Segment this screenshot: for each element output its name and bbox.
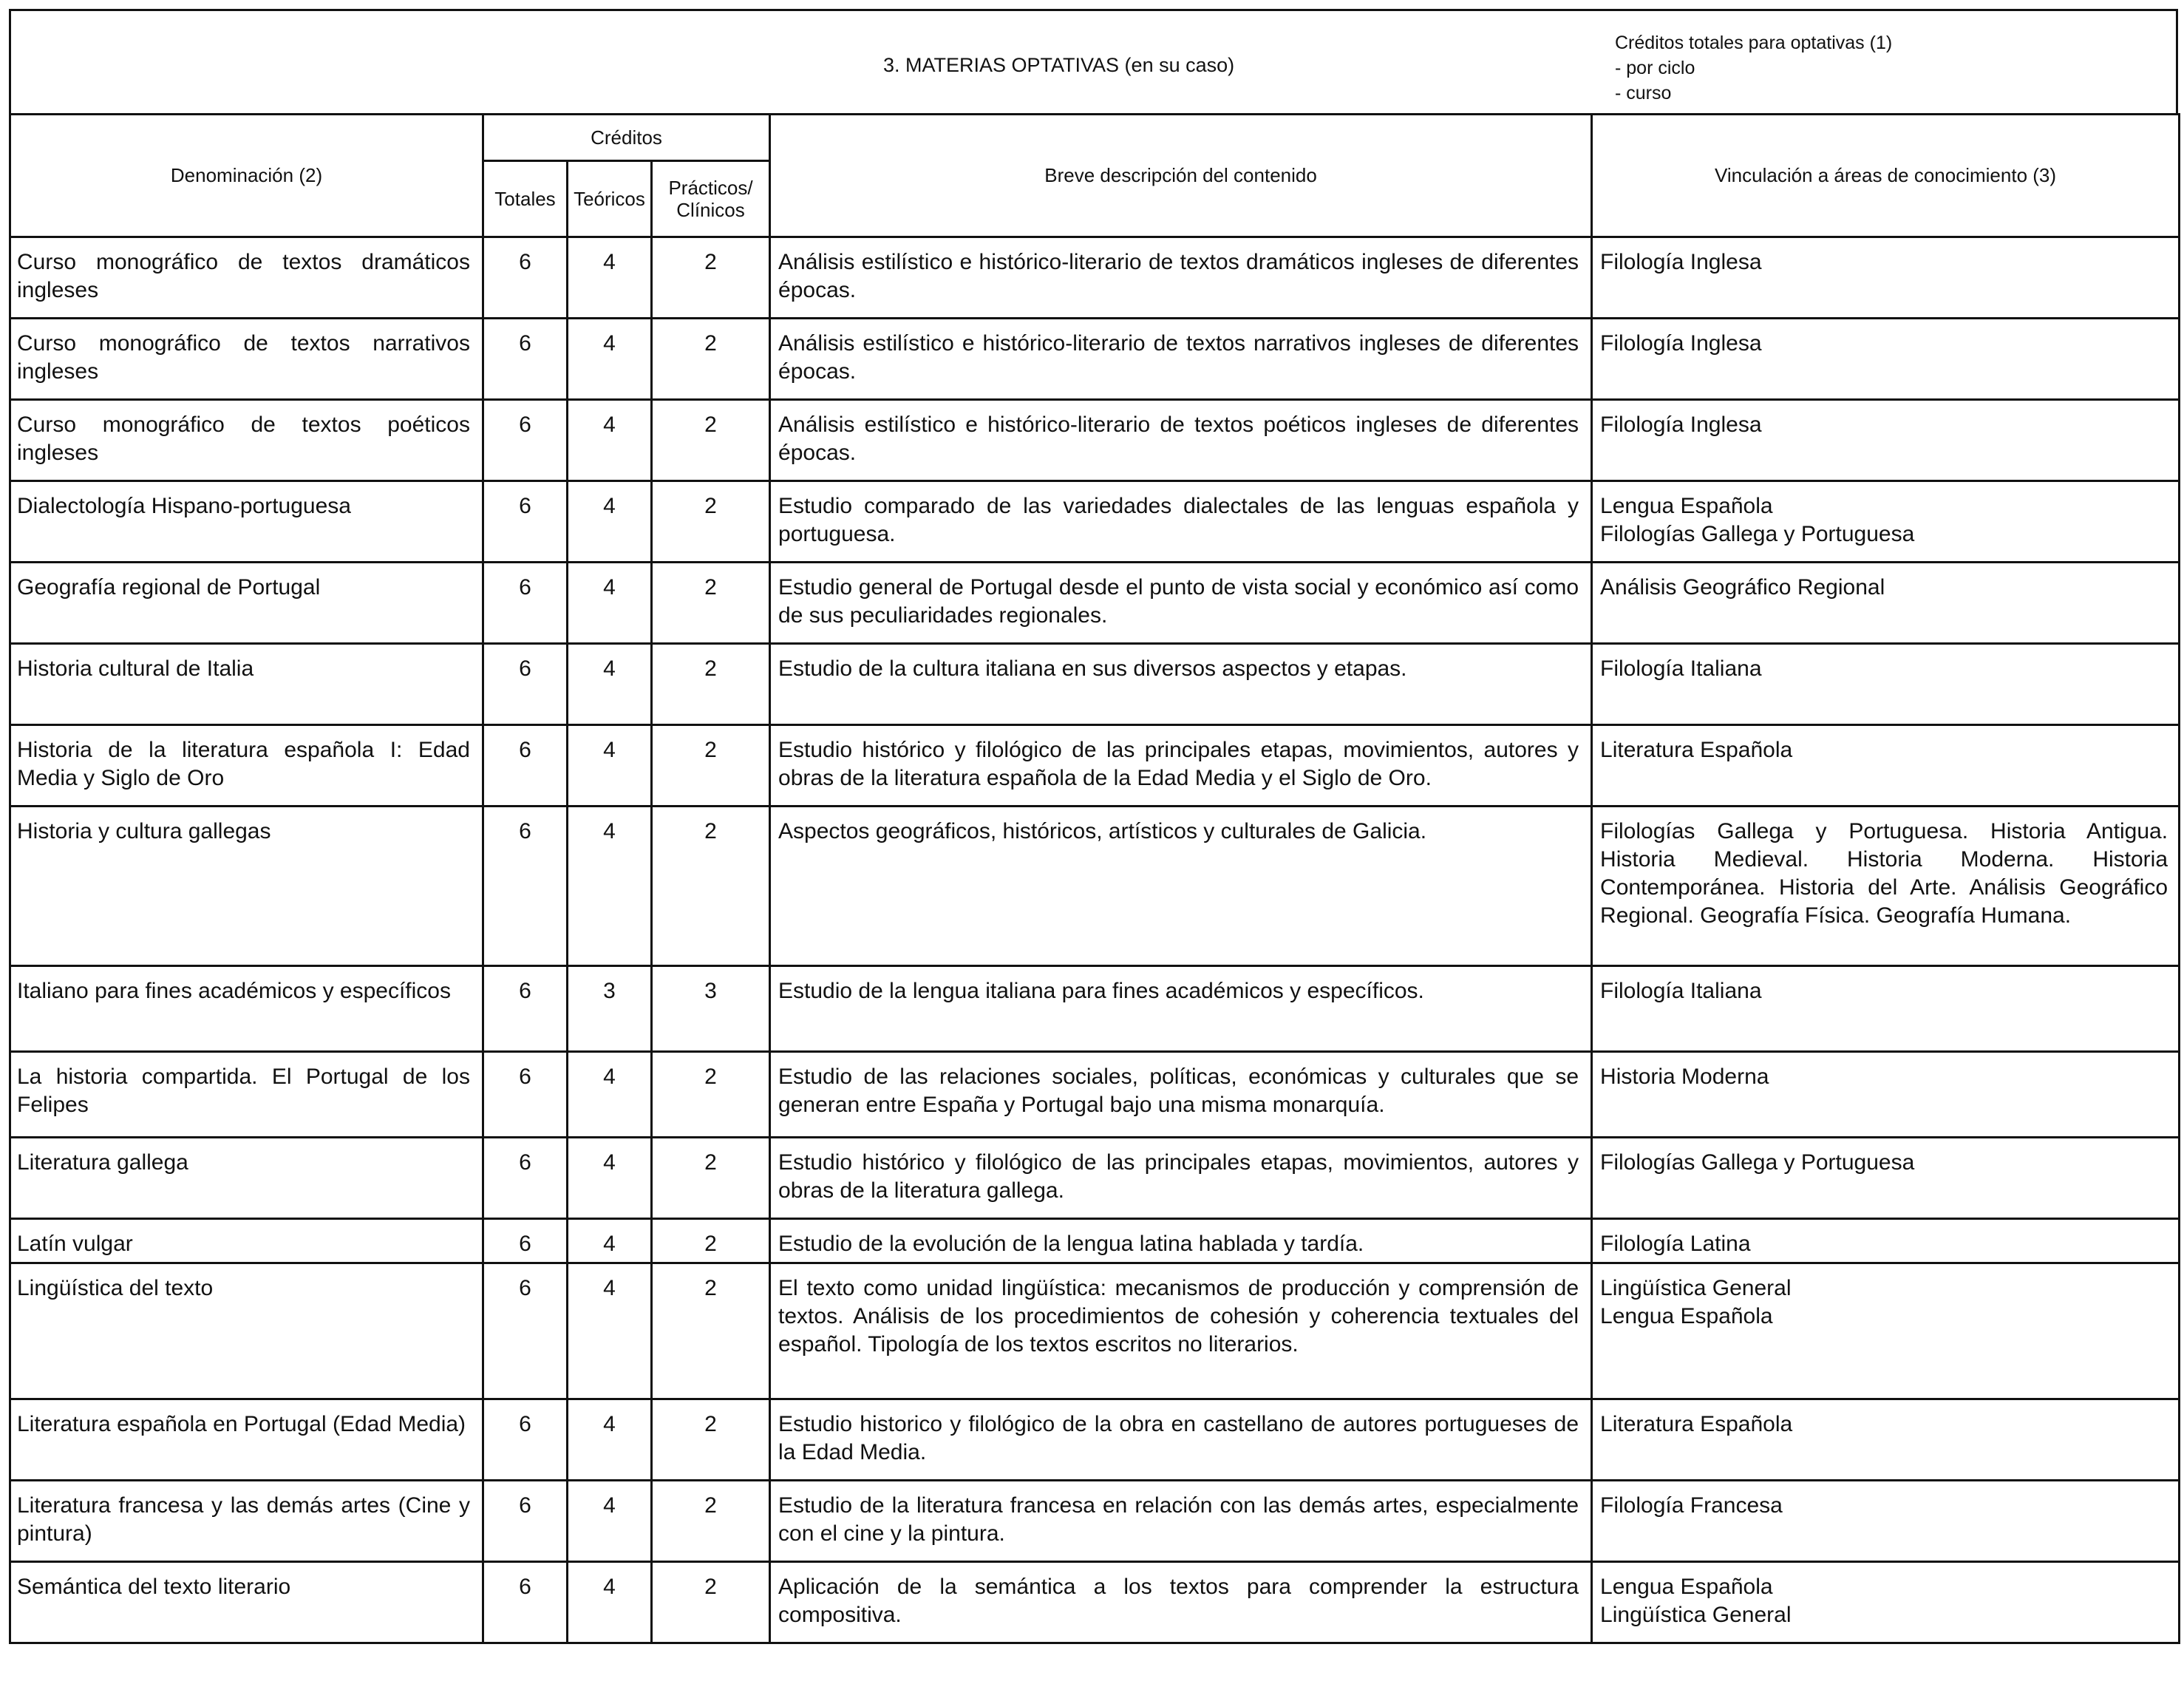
table-row xyxy=(10,1399,2180,1481)
table-row xyxy=(10,966,2180,1052)
table-row xyxy=(10,644,2180,725)
knowledge-area: Lingüística General xyxy=(1600,1603,1792,1627)
credits-totales: 6 xyxy=(483,1399,568,1481)
table-row xyxy=(10,400,2180,481)
credits-totales: 6 xyxy=(483,319,568,400)
knowledge-areas xyxy=(1592,807,2180,966)
subject-description: Análisis estilístico e histórico-literario de textos narrativos ingleses de diferentes épocas. xyxy=(770,319,1592,400)
subject-name: La historia compartida. El Portugal de los Felipes xyxy=(10,1052,483,1138)
knowledge-area: Filologías Gallega y Portuguesa xyxy=(1600,1150,1915,1175)
subject-description: Estudio histórico y filológico de las principales etapas, movimientos, autores y obras de la literatura gallega. xyxy=(770,1138,1592,1219)
section-header xyxy=(9,9,2178,113)
knowledge-area: Filologías Gallega y Portuguesa xyxy=(1600,522,1915,546)
credits-totales: 6 xyxy=(483,481,568,563)
credits-teoricos: 4 xyxy=(568,1263,652,1399)
credits-teoricos: 4 xyxy=(568,1138,652,1219)
knowledge-area: Filología Latina xyxy=(1600,1232,1751,1256)
credits-teoricos: 4 xyxy=(568,1052,652,1138)
subject-description: Estudio de la evolución de la lengua latina hablada y tardía. xyxy=(770,1219,1592,1263)
subject-name: Curso monográfico de textos poéticos ingleses xyxy=(10,400,483,481)
knowledge-area: Lengua Española xyxy=(1600,1575,1773,1599)
credits-practicos: 2 xyxy=(652,319,770,400)
knowledge-area: Filología Inglesa xyxy=(1600,331,1762,356)
knowledge-areas xyxy=(1592,563,2180,644)
credits-totales: 6 xyxy=(483,644,568,725)
credits-info-line: Créditos totales para optativas (1) xyxy=(1615,33,1893,53)
credits-practicos: 2 xyxy=(652,1399,770,1481)
subject-description: Estudio comparado de las variedades dialectales de las lenguas española y portuguesa. xyxy=(770,481,1592,563)
credits-totales: 6 xyxy=(483,1481,568,1562)
knowledge-area: Historia Moderna xyxy=(1600,1065,1769,1089)
credits-teoricos: 4 xyxy=(568,400,652,481)
document-page xyxy=(9,9,2178,1644)
credits-teoricos: 4 xyxy=(568,563,652,644)
credits-totales: 6 xyxy=(483,725,568,807)
knowledge-area: Filología Inglesa xyxy=(1600,412,1762,437)
subject-description: Estudio histórico y filológico de las principales etapas, movimientos, autores y obras de la literatura española de la Edad Media y el Siglo de Oro. xyxy=(770,725,1592,807)
subject-name: Historia cultural de Italia xyxy=(10,644,483,725)
knowledge-area: Lengua Española xyxy=(1600,1304,1773,1328)
subject-description: Aplicación de la semántica a los textos para comprender la estructura compositiva. xyxy=(770,1562,1592,1643)
knowledge-areas xyxy=(1592,725,2180,807)
credits-practicos: 2 xyxy=(652,481,770,563)
col-vinculacion: Vinculación a áreas de conocimiento (3) xyxy=(1592,115,2180,237)
section-title: 3. MATERIAS OPTATIVAS (en su caso) xyxy=(883,54,1235,76)
credits-practicos: 3 xyxy=(652,966,770,1052)
subject-name: Dialectología Hispano-portuguesa xyxy=(10,481,483,563)
subject-description: Estudio de la cultura italiana en sus diversos aspectos y etapas. xyxy=(770,644,1592,725)
knowledge-areas xyxy=(1592,319,2180,400)
knowledge-areas xyxy=(1592,1052,2180,1138)
subject-description: Aspectos geográficos, históricos, artísticos y culturales de Galicia. xyxy=(770,807,1592,966)
knowledge-area: Lingüística General xyxy=(1600,1276,1792,1300)
credits-totales: 6 xyxy=(483,807,568,966)
subject-description: Estudio de la literatura francesa en relación con las demás artes, especialmente con el cine y la pintura. xyxy=(770,1481,1592,1562)
table-row xyxy=(10,1052,2180,1138)
col-creditos: Créditos xyxy=(483,115,770,161)
col-denominacion: Denominación (2) xyxy=(10,115,483,237)
table-row xyxy=(10,1138,2180,1219)
credits-practicos: 2 xyxy=(652,1562,770,1643)
credits-totales: 6 xyxy=(483,237,568,319)
credits-teoricos: 4 xyxy=(568,481,652,563)
table-row xyxy=(10,725,2180,807)
credits-totales: 6 xyxy=(483,563,568,644)
credits-teoricos: 4 xyxy=(568,725,652,807)
subject-name: Literatura gallega xyxy=(10,1138,483,1219)
knowledge-areas xyxy=(1592,1481,2180,1562)
subject-description: Estudio de la lengua italiana para fines académicos y específicos. xyxy=(770,966,1592,1052)
knowledge-areas xyxy=(1592,1219,2180,1263)
table-row xyxy=(10,807,2180,966)
credits-totales: 6 xyxy=(483,1052,568,1138)
subject-name: Lingüística del texto xyxy=(10,1263,483,1399)
subject-name: Latín vulgar xyxy=(10,1219,483,1263)
table-row xyxy=(10,319,2180,400)
credits-practicos: 2 xyxy=(652,807,770,966)
subject-name: Literatura española en Portugal (Edad Media) xyxy=(10,1399,483,1481)
subject-description: Estudio historico y filológico de la obra en castellano de autores portugueses de la Edad Media. xyxy=(770,1399,1592,1481)
subject-name: Italiano para fines académicos y específicos xyxy=(10,966,483,1052)
subject-description: Análisis estilístico e histórico-literario de textos poéticos ingleses de diferentes épocas. xyxy=(770,400,1592,481)
credits-teoricos: 4 xyxy=(568,1219,652,1263)
credits-teoricos: 4 xyxy=(568,1562,652,1643)
credits-totales: 6 xyxy=(483,1263,568,1399)
credits-totales: 6 xyxy=(483,1562,568,1643)
knowledge-area: Literatura Española xyxy=(1600,738,1793,762)
knowledge-area: Lengua Española xyxy=(1600,494,1773,518)
credits-practicos: 2 xyxy=(652,1219,770,1263)
subject-name: Curso monográfico de textos narrativos ingleses xyxy=(10,319,483,400)
credits-teoricos: 4 xyxy=(568,319,652,400)
subject-name: Historia de la literatura española I: Edad Media y Siglo de Oro xyxy=(10,725,483,807)
knowledge-area: Literatura Española xyxy=(1600,1412,1793,1436)
credits-teoricos: 4 xyxy=(568,644,652,725)
optional-subjects-table xyxy=(9,113,2180,1644)
table-row xyxy=(10,481,2180,563)
credits-practicos: 2 xyxy=(652,400,770,481)
knowledge-areas xyxy=(1592,1399,2180,1481)
knowledge-areas xyxy=(1592,237,2180,319)
credits-teoricos: 4 xyxy=(568,1399,652,1481)
table-row xyxy=(10,1263,2180,1399)
knowledge-areas xyxy=(1592,966,2180,1052)
knowledge-area: Filología Francesa xyxy=(1600,1493,1783,1518)
subject-description: Estudio general de Portugal desde el punto de vista social y económico así como de sus peculiaridades regionales. xyxy=(770,563,1592,644)
knowledge-area: Análisis Geográfico Regional xyxy=(1600,575,1885,600)
table-row xyxy=(10,1562,2180,1643)
knowledge-areas xyxy=(1592,644,2180,725)
credits-info-line: - curso xyxy=(1615,83,1672,103)
credits-totales: 6 xyxy=(483,966,568,1052)
subject-name: Literatura francesa y las demás artes (Cine y pintura) xyxy=(10,1481,483,1562)
table-row xyxy=(10,1481,2180,1562)
credits-practicos: 2 xyxy=(652,725,770,807)
subject-description: Estudio de las relaciones sociales, políticas, económicas y culturales que se generan entre España y Portugal bajo una misma monarquía. xyxy=(770,1052,1592,1138)
credits-teoricos: 3 xyxy=(568,966,652,1052)
knowledge-area: Filología Inglesa xyxy=(1600,250,1762,274)
knowledge-areas xyxy=(1592,400,2180,481)
credits-practicos: 2 xyxy=(652,644,770,725)
credits-totales: 6 xyxy=(483,400,568,481)
credits-info-line: - por ciclo xyxy=(1615,58,1695,78)
credits-totales: 6 xyxy=(483,1138,568,1219)
knowledge-area: Filología Italiana xyxy=(1600,656,1762,681)
table-row xyxy=(10,1219,2180,1263)
knowledge-area: Filologías Gallega y Portuguesa. Historia Antigua. Historia Medieval. Historia Moderna. Historia Contemporánea. Historia del Arte. Análisis Geográfico Regional. Geografía Física. Geografía Humana. xyxy=(1600,819,2168,928)
col-teoricos: Teóricos xyxy=(568,161,652,237)
table-row xyxy=(10,237,2180,319)
credits-practicos: 2 xyxy=(652,1481,770,1562)
col-descripcion: Breve descripción del contenido xyxy=(770,115,1592,237)
knowledge-areas xyxy=(1592,1562,2180,1643)
credits-teoricos: 4 xyxy=(568,1481,652,1562)
subject-description: Análisis estilístico e histórico-literario de textos dramáticos ingleses de diferentes épocas. xyxy=(770,237,1592,319)
credits-practicos: 2 xyxy=(652,563,770,644)
table-row xyxy=(10,563,2180,644)
credits-practicos: 2 xyxy=(652,1052,770,1138)
knowledge-area: Filología Italiana xyxy=(1600,979,1762,1003)
subject-name: Semántica del texto literario xyxy=(10,1562,483,1643)
credits-info xyxy=(1615,30,1892,106)
subject-name: Historia y cultura gallegas xyxy=(10,807,483,966)
knowledge-areas xyxy=(1592,1263,2180,1399)
credits-teoricos: 4 xyxy=(568,237,652,319)
knowledge-areas xyxy=(1592,1138,2180,1219)
credits-practicos: 2 xyxy=(652,237,770,319)
knowledge-areas xyxy=(1592,481,2180,563)
credits-practicos: 2 xyxy=(652,1263,770,1399)
subject-name: Curso monográfico de textos dramáticos ingleses xyxy=(10,237,483,319)
credits-teoricos: 4 xyxy=(568,807,652,966)
subject-description: El texto como unidad lingüística: mecanismos de producción y comprensión de textos. Análisis de los procedimientos de cohesión y coherencia textuales del español. Tipología de los textos escritos no literarios. xyxy=(770,1263,1592,1399)
col-totales: Totales xyxy=(483,161,568,237)
subject-name: Geografía regional de Portugal xyxy=(10,563,483,644)
credits-practicos: 2 xyxy=(652,1138,770,1219)
credits-totales: 6 xyxy=(483,1219,568,1263)
col-practicos: Prácticos/ Clínicos xyxy=(652,161,770,237)
